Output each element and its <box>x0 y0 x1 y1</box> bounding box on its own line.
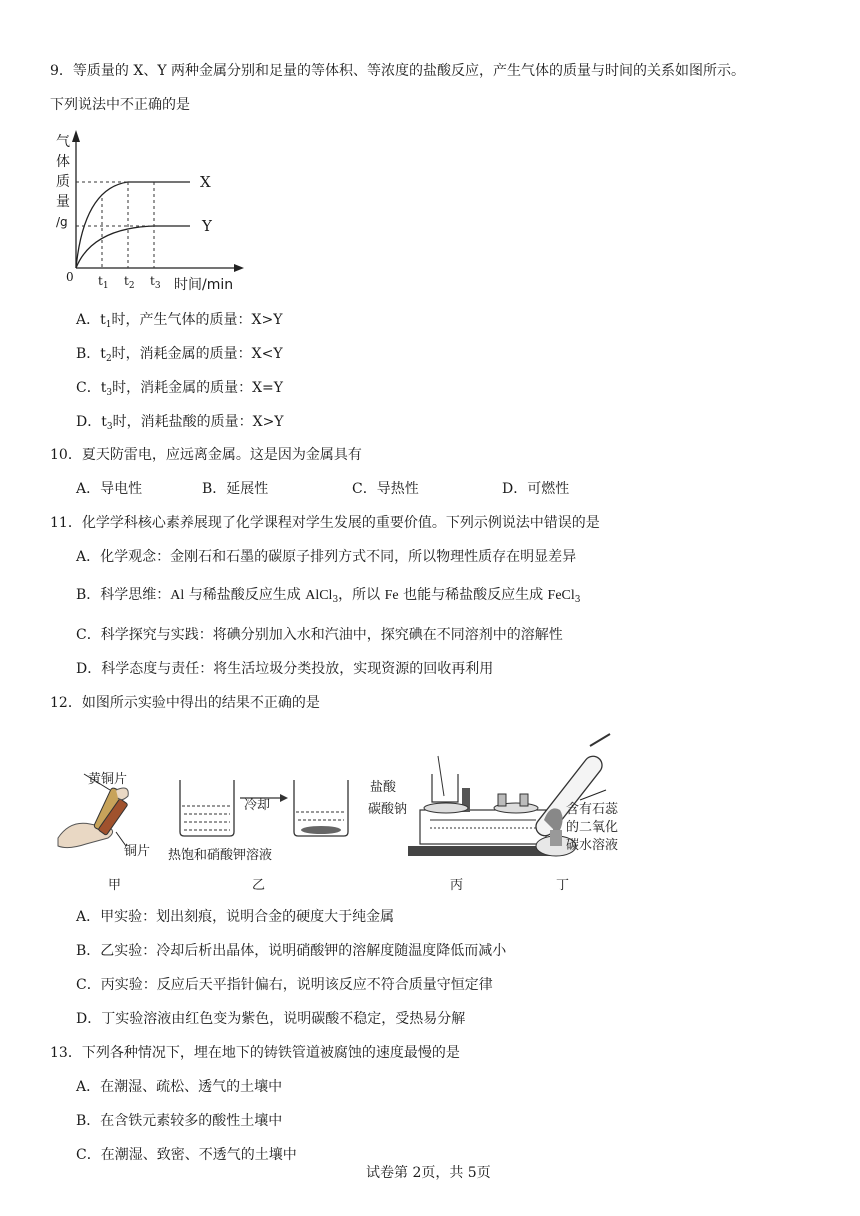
q9-stem-line1: 9．等质量的 X、Y 两种金属分别和足量的等体积、等浓度的盐酸反应，产生气体的质量与时间的关系如图所示。 <box>50 63 746 79</box>
q13-option-c[interactable]: C．在潮湿、致密、不透气的土壤中 <box>76 1147 297 1163</box>
page-footer: 试卷第 2页，共 5页 <box>366 1165 491 1181</box>
yi-label-cool: 冷却 <box>244 798 271 813</box>
q12-stem: 12．如图所示实验中得出的结果不正确的是 <box>50 695 320 711</box>
q9-option-c[interactable]: C．$t_3$时，消耗金属的质量：X=Y <box>76 380 284 398</box>
y-label-char: /g <box>56 215 68 229</box>
x-axis-label: 时间/min <box>174 277 234 293</box>
curve-y <box>76 226 190 268</box>
q13-option-b[interactable]: B．在含铁元素较多的酸性土壤中 <box>76 1113 283 1129</box>
q11-option-d[interactable]: D．科学态度与责任：将生活垃圾分类投放，实现资源的回收再利用 <box>76 661 494 677</box>
origin-label: 0 <box>66 270 74 284</box>
y-label-char: 气 <box>56 134 70 150</box>
curve-x <box>76 182 190 268</box>
series-y-label: Y <box>202 217 212 235</box>
t2-tick-label: $t_2$ <box>124 274 135 291</box>
ding-label-1: 含有石蕊 <box>566 802 619 817</box>
q12-option-c[interactable]: C．丙实验：反应后天平指针偏右，说明该反应不符合质量守恒定律 <box>76 977 493 993</box>
q9-option-b[interactable]: B．$t_2$时，消耗金属的质量：X<Y <box>76 346 283 364</box>
caption-jia: 甲 <box>108 878 122 893</box>
q11-option-b[interactable]: B．科学思维：Al 与稀盐酸反应生成 AlCl$_3$，所以 Fe 也能与稀盐酸反应生成 FeCl$_3$ <box>76 587 581 605</box>
yi-label-solution: 热饱和硝酸钾溶液 <box>168 848 273 863</box>
caption-ding: 丁 <box>556 878 570 893</box>
q9-graph-svg <box>50 128 250 298</box>
ding-label-3: 碳水溶液 <box>566 838 619 853</box>
q9-option-d[interactable]: D．$t_3$时，消耗盐酸的质量：X>Y <box>76 414 284 432</box>
caption-bing: 丙 <box>450 878 464 893</box>
q13-option-a[interactable]: A．在潮湿、疏松、透气的土壤中 <box>76 1079 283 1095</box>
jia-label-brass: 黄铜片 <box>88 772 128 787</box>
t3-tick-label: $t_3$ <box>150 274 161 291</box>
q11-option-c[interactable]: C．科学探究与实践：将碘分别加入水和汽油中，探究碘在不同溶剂中的溶解性 <box>76 627 563 643</box>
q11-option-a[interactable]: A．化学观念：金刚石和石墨的碳原子排列方式不同，所以物理性质存在明显差异 <box>76 549 577 565</box>
x-axis-arrow <box>234 264 244 272</box>
q9-graph <box>50 128 250 298</box>
y-label-char: 体 <box>56 154 70 170</box>
ding-label-2: 的二氧化 <box>566 820 619 835</box>
q10-option-b[interactable]: B．延展性 <box>202 481 269 497</box>
caption-yi: 乙 <box>252 878 266 893</box>
q13-stem: 13．下列各种情况下，埋在地下的铸铁管道被腐蚀的速度最慢的是 <box>50 1045 460 1061</box>
series-x-label: X <box>200 173 211 191</box>
bing-label-salt: 碳酸钠 <box>368 802 408 817</box>
y-axis-label <box>56 132 74 232</box>
q10-option-a[interactable]: A．导电性 <box>76 481 143 497</box>
bing-illustration <box>408 756 558 856</box>
q10-stem: 10．夏天防雷电，应远离金属。这是因为金属具有 <box>50 447 362 463</box>
q12-option-a[interactable]: A．甲实验：划出刻痕，说明合金的硬度大于纯金属 <box>76 909 395 925</box>
q12-figure <box>50 728 660 893</box>
jia-label-copper: 铜片 <box>124 844 151 859</box>
q12-option-b[interactable]: B．乙实验：冷却后析出晶体，说明硝酸钾的溶解度随温度降低而减小 <box>76 943 507 959</box>
q9-stem-line2: 下列说法中不正确的是 <box>50 97 190 113</box>
bing-label-acid: 盐酸 <box>370 780 397 795</box>
q11-stem: 11．化学学科核心素养展现了化学课程对学生发展的重要价值。下列示例说法中错误的是 <box>50 515 600 531</box>
t1-tick-label: $t_1$ <box>98 274 109 291</box>
q10-option-d[interactable]: D．可燃性 <box>502 481 570 497</box>
y-label-char: 量 <box>56 194 70 210</box>
q12-option-d[interactable]: D．丁实验溶液由红色变为紫色，说明碳酸不稳定，受热易分解 <box>76 1011 466 1027</box>
y-label-char: 质 <box>56 174 70 190</box>
q9-option-a[interactable]: A．$t_1$时，产生气体的质量：X>Y <box>76 312 283 330</box>
q10-option-c[interactable]: C．导热性 <box>352 481 419 497</box>
